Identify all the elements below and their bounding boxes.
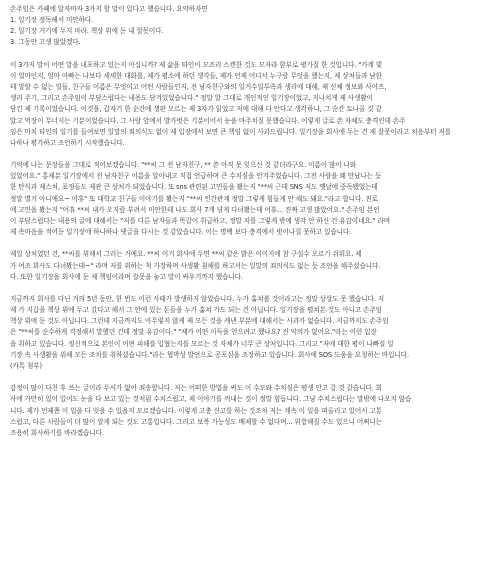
text-line: 에 고민을 봤는지 "어휴 **씨 내가 오지랖 부려서 미안한데 나도 회사 7개 넘게 다녀봤는데 어휴... 진짜 고생 많았어요." 손주임 본인 xyxy=(10,205,380,214)
text-line: 나하나 평가하고 조언하기 시작했습니다. xyxy=(10,138,125,147)
paragraph-remembered-quotes xyxy=(10,160,470,238)
text-line: 책상 위에 둔 것도 아닙니다. 그런데 지금까지도 아무렇지 않게 제 모든 것을 캐낸 부분에 대해서는 사과가 없습니다. 지금까지도 손주임 xyxy=(10,317,389,326)
text-line: 조용히 회사하기를 바라겠습니다. xyxy=(10,428,104,437)
text-line: 이 얼마인지, 엄마 아빠는 나보다 세세한 대화를, 제가 평소에 하던 생각들, 제가 언제 어디서 누구랑 무엇을 했는지, 제 상처들과 남한 xyxy=(10,71,382,80)
text-line: 있었어요." 홍제분 일기장에서 전 남자친구 이름을 알아내고 직접 언급하며 큰 수치심을 안겨주었습니다. 그전 사람을 왜 만났나는 듯 xyxy=(10,172,382,181)
text-line: 다. 또한 일기장을 회사에 둔 제 책임이라며 잘못을 놓고 말이 싸우기까지 했습니다. xyxy=(10,272,243,281)
text-line: 이 부담스럽다는 내용의 글에 대해서는 "저를 다른 남자들과 똑같이 취급하고, 정말 저를 그렇게 밖에 생각 안 하신 건 유감이네요." 라며 xyxy=(10,216,391,225)
text-line: (카톡 첨부) xyxy=(10,361,43,370)
text-line: 사에 가만히 있어 있어도 눈을 다 보고 있는 것처럼 수치스럽고, 제 이야기를 꺼내는 것이 정말 힘듭니다. 그냥 수치스럽다는 말밖에 나오지 않습 xyxy=(10,395,412,404)
paragraph-diary-contents xyxy=(10,60,470,149)
paragraph-intro xyxy=(10,4,470,49)
paragraph-company-history xyxy=(10,294,470,372)
paragraph-gap xyxy=(10,283,470,294)
text-line: 정말 별거 아니예요~ 어휴" 또 대학교 친구들 이야기를 봤는지 "**씨 인간관계 정말 그렇게 힘들게 안 해도 돼요."라고 합니다. 진로 xyxy=(10,194,378,203)
text-line: 지금까지 회사를 다닌 거의 5년 동안, 한 번도 이런 사태가 발생하지 않았습니다. 누가 훔쳐볼 것이라고는 정말 상상도 못 했습니다. 저 xyxy=(10,295,385,303)
text-line: 손주임은 카페에 앉자마자 3가지 할 말이 있다고 했습니다. 요약하자면 xyxy=(10,5,208,13)
text-line: 기억에 나는 문장들을 그대로 적어보겠습니다. "**씨 그 전 남자친구, ** 쓴 아직 못 잊으신 것 같더라구요. 이름이 많이 나와 xyxy=(10,161,357,170)
text-line: 제 가 지갑을 책상 위에 두고 갔다고 해서 그 안에 있는 돈들을 누가 훔쳐 가도 되는 건 아닙니다. 일기장을 펼쳐본 것도 아니고 손주임 xyxy=(10,306,382,315)
text-line: 2. 일기장 거기에 두지 마라. 책상 위에 둔 내 잘못이다. xyxy=(10,27,164,36)
text-line: 감정이 많이 다친 후 쓰는 글이라 두서가 없어 죄송합니다. 저는 어떠한 방법을 써도 이 수모와 수치심은 평생 안고 갈 것 같습니다. 회 xyxy=(10,384,382,393)
paragraph-gap xyxy=(10,372,470,383)
text-line: 한 탄식과 제스처, 표정들도 제관 큰 상처가 되었습니다. 또 sns 관련된 고민들을 봤는지 "**씨 근데 SNS 저도 옛날에 중독됐었는데 xyxy=(10,183,378,192)
text-line: 임은 마치 타인의 일기를 들여보면 일말의 죄의식도 없이 제 입장에서 보면 큰 책임 없이 사과드립니다. 일기장을 회사에 두는 건 제 잘못이라고 처음부터 저를 xyxy=(10,127,451,136)
text-line: 가 여조 회사도 다녀봤는데~" 라며 저를 위하는 척 가장하며 사생활 침해를 하고서는 일말의 죄의식도 없는 듯 조언을 해주셨습니다. xyxy=(10,261,381,270)
paragraph-gap xyxy=(10,238,470,249)
text-line: 담긴 제 기록이었습니다. 이것을, 갑자기 한 순간에 생판 모르는 제 3자가 읽었고 저에 대해 다 안다고 생각하니, 그 순간 토나올 것 같 xyxy=(10,105,382,114)
text-line: 스럽고, 다른 사람들이 더 많이 알게 되는 것도 고통입니다. 그리고 보복 가능성도 배제할 수 없다며... 위험해질 수도 있으니 어쩌니는 xyxy=(10,417,382,426)
text-line: 기장 속 사생활을 위해 모든 조치를 취하셨습니다."라는 협박성 발언으로 공포심을 조장하고 있습니다. 회사에 SOS 도움을 요청하는 바입니다. xyxy=(10,350,409,359)
paragraph-biggest-hurt xyxy=(10,249,470,282)
text-line: 은 "**씨를 순수하게 걱정해서 말했던 건데 정말 유감이다." "제가 어떤 이득을 얻으려고 했나요? 전 악의가 없어요."라는 이런 입장 xyxy=(10,328,377,337)
paragraph-gap xyxy=(10,149,470,160)
text-line: 제일 상처였던 건, **씨를 위해서 그러는 거예요. **씨 이거 회사에 두면 **씨 같은 밝은 이미지에 참 구설수 오르기 쉬워요. 제 xyxy=(10,250,362,259)
text-line: 을 취하고 있습니다. 정신적으로 본인이 어떤 피해를 입혔는지를 모르는 것 자체가 너무 큰 상처입니다. 그리고 "저에 대한 평이 나빠질 일 xyxy=(10,339,394,348)
text-line: 제 속마음을 적어둔 일기장에 하나하나 댓글을 다시는 것 같았습니다. 이는 명백 보다 충격에서 벗어나질 못하고 있습니다. xyxy=(10,228,352,237)
text-line: 테 말할 수 없는 일들, 친구들 이름은 무엇이고 어떤 사람들인지, 전 남자친구와의 일거수일투족과 생리에 대해, 제 신체 정보와 사이즈, xyxy=(10,83,387,92)
text-line: 생리 주기, 그리고 손주임이 부담스럽다는 내용도 담겨있었습니다." 정말 알 그대로 개인적인 일기장이었고, 지나치게 제 사생활이 xyxy=(10,94,373,103)
paragraph-gap xyxy=(10,49,470,60)
paragraph-closing xyxy=(10,383,470,439)
text-line: 았고 억장이 무너지는 기분이었습니다. 그 사람 앞에서 발가벗은 기분이어서 눈을 마주치질 못했습니다. 이렇게 글로 쓴 자체도 충격인데 손주 xyxy=(10,116,406,125)
text-line: 이 3가지 말이 어떤 말을 내포하고 있는지 아십니까? 제 삶을 타인이 모조리 스캔한 것도 모자라 함부로 평가질 한 것입니다. "가계 빚 xyxy=(10,60,383,69)
text-line: 1. 일기장 정독해서 미안하다. xyxy=(10,16,94,25)
text-line: 3. 그동안 고생 많았겠다. xyxy=(10,38,81,47)
text-line: 니다. 제가 언제쯤 이 일을 다 잊을 수 있을지 모르겠습니다. 이렇게 고충 신고를 하는 것조차 저는 계속 이 일을 떠올리고 있어서 고통 xyxy=(10,406,382,415)
